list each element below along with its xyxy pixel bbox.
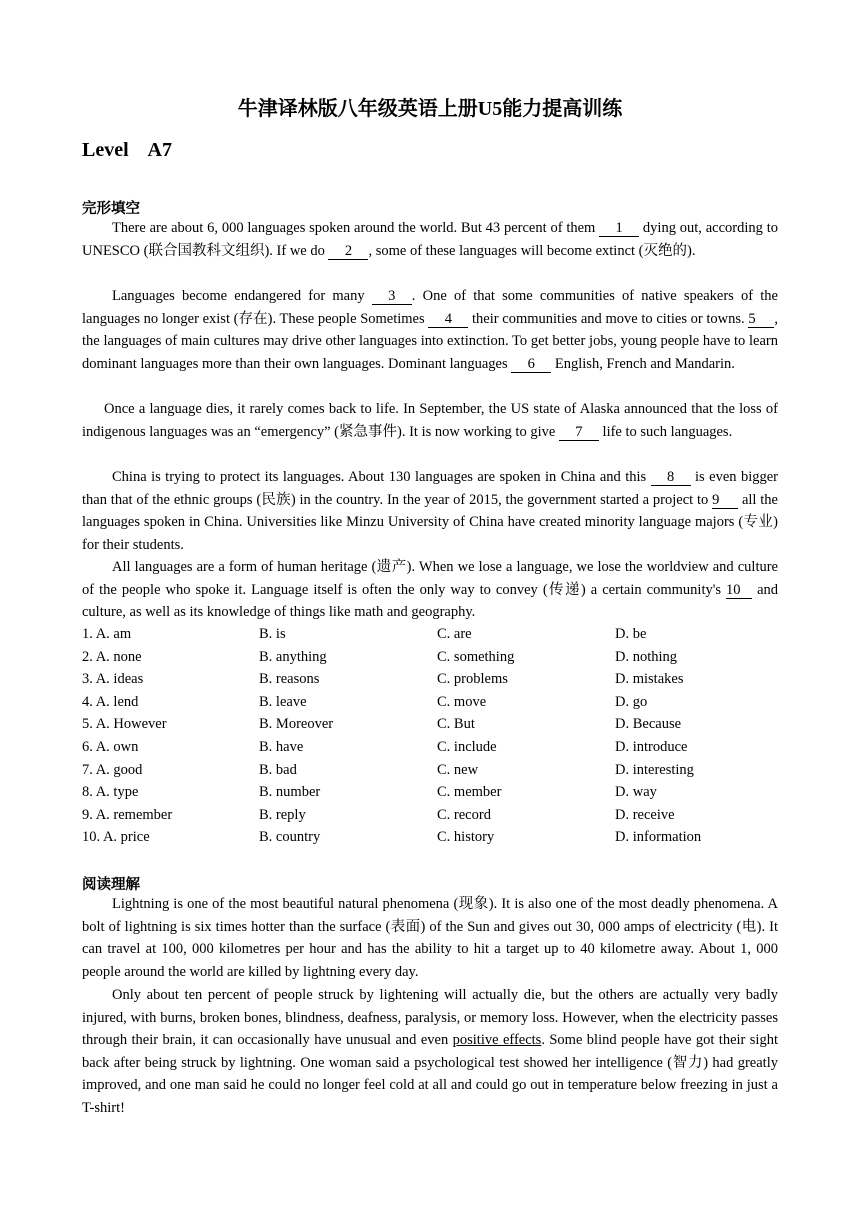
blank-5: 5 bbox=[748, 312, 774, 328]
blank-4: 4 bbox=[428, 312, 468, 328]
cloze-paragraph-3 bbox=[82, 398, 778, 443]
blank-2: 2 bbox=[328, 244, 368, 260]
option-b: B. reasons bbox=[259, 671, 320, 688]
text: dying out, according to UNESCO (联合国教科文组织). If we do bbox=[82, 220, 778, 259]
text: All languages are a form of human heritage (遗产). When we lose a language, we lose the worldview and culture of the people who spoke it. Language itself is often the only way to convey (传递) a certain community's bbox=[82, 559, 778, 598]
text: , some of these languages will become extinct (灭绝的). bbox=[368, 242, 696, 259]
option-b: B. number bbox=[259, 784, 321, 801]
cloze-paragraph-4 bbox=[82, 466, 778, 556]
option-b: B. Moreover bbox=[259, 716, 334, 733]
option-row bbox=[82, 736, 778, 759]
option-a: 8. A. type bbox=[82, 784, 139, 801]
text: is even bigger than that of the ethnic groups (民族) in the country. In the year of 2015, the government started a project to bbox=[82, 469, 778, 508]
option-c: C. member bbox=[437, 784, 502, 801]
text: Languages become endangered for many bbox=[112, 288, 372, 304]
option-d: D. be bbox=[615, 626, 647, 642]
text: . One of that some communities of native speakers of the languages no longer exist (存在). These people Sometimes bbox=[82, 288, 778, 327]
option-a: 7. A. good bbox=[82, 761, 143, 778]
option-c: C. new bbox=[437, 761, 479, 778]
cloze-paragraph-1 bbox=[82, 217, 778, 262]
option-d: D. nothing bbox=[615, 648, 678, 665]
blank-7: 7 bbox=[559, 425, 599, 441]
option-row bbox=[82, 623, 778, 646]
cloze-heading: 完形填空 bbox=[82, 201, 140, 217]
underlined-phrase: positive effects bbox=[452, 1032, 542, 1049]
option-c: C. record bbox=[437, 806, 491, 823]
cloze-paragraph-2 bbox=[82, 285, 778, 375]
text: . Some blind people have got their sight back after being struck by lightning. One woman said a psychological test showed her intelligence (智力) had greatly improved, and one man said he could no longer feel cold at all and could go out in temperature below freezing in just a T-shirt! bbox=[82, 1032, 778, 1116]
text: , the languages of main cultures may drive other languages into extinction. To get better jobs, young people have to learn dominant languages more than their own languages. Dominant languages bbox=[82, 310, 778, 372]
option-a: 9. A. remember bbox=[82, 806, 173, 823]
option-b: B. leave bbox=[259, 693, 307, 710]
option-row bbox=[82, 826, 778, 849]
text: Once a language dies, it rarely comes back to life. In September, the US state of Alaska announced that the loss of indigenous languages was an “emergency” (紧急事件). It is now working to give bbox=[82, 401, 778, 440]
option-row bbox=[82, 646, 778, 669]
option-c: C. problems bbox=[437, 671, 508, 688]
option-c: C. something bbox=[437, 648, 515, 665]
blank-1: 1 bbox=[599, 221, 639, 237]
option-row bbox=[82, 781, 778, 804]
text: English, French and Mandarin. bbox=[551, 355, 735, 372]
option-d: D. way bbox=[615, 784, 657, 801]
option-d: D. information bbox=[615, 829, 702, 846]
option-b: B. is bbox=[259, 626, 286, 642]
blank-6: 6 bbox=[511, 357, 551, 373]
level-heading: Level A7 bbox=[82, 139, 172, 161]
option-c: C. history bbox=[437, 829, 495, 846]
option-a: 10. A. price bbox=[82, 829, 150, 846]
text: and culture, as well as its knowledge of things like math and geography. bbox=[82, 581, 778, 621]
option-d: D. mistakes bbox=[615, 671, 684, 688]
option-a: 4. A. lend bbox=[82, 693, 139, 710]
blank-8: 8 bbox=[651, 470, 691, 486]
page-title: 牛津译林版八年级英语上册U5能力提高训练 bbox=[237, 98, 623, 120]
option-a: 1. A. am bbox=[82, 626, 132, 642]
option-d: D. go bbox=[615, 693, 648, 710]
option-d: D. interesting bbox=[615, 761, 694, 778]
option-a: 5. A. However bbox=[82, 716, 167, 733]
text: Only about ten percent of people struck by lightening will actually die, but the others are actually very badly injured, with burns, broken bones, blindness, deafness, paralysis, or memory loss. However, when the electricity passes through their brain, it can occasionally have unusual and even bbox=[82, 987, 778, 1049]
option-row bbox=[82, 713, 778, 736]
option-row bbox=[82, 668, 778, 691]
text: all the languages spoken in China. Universities like Minzu University of China have created minority language majors (专业) for their students. bbox=[82, 491, 778, 553]
reading-paragraph-1: Lightning is one of the most beautiful natural phenomena (现象). It is also one of the most deadly phenomena. A bolt of lightning is six times hotter than the surface (表面) of the Sun and gives out 30, 000 amps of electricity (电). It can travel at 100, 000 kilometres per hour and has the ability to hit a target up to 40 kilometre away. About 1, 000 people around the world are killed by lightning every day. bbox=[82, 896, 778, 980]
text: There are about 6, 000 languages spoken around the world. But 43 percent of them bbox=[112, 220, 600, 236]
text: their communities and move to cities or towns. bbox=[468, 310, 749, 327]
option-c: C. move bbox=[437, 693, 487, 710]
blank-3: 3 bbox=[372, 289, 412, 305]
option-b: B. country bbox=[259, 829, 321, 846]
option-a: 3. A. ideas bbox=[82, 671, 144, 688]
reading-paragraph-2 bbox=[82, 984, 778, 1120]
text: life to such languages. bbox=[598, 423, 733, 440]
cloze-paragraph-5 bbox=[82, 556, 778, 624]
option-b: B. have bbox=[259, 738, 304, 755]
option-row bbox=[82, 691, 778, 714]
option-c: C. include bbox=[437, 738, 497, 755]
option-c: C. But bbox=[437, 716, 475, 733]
blank-10: 10 bbox=[726, 583, 752, 599]
option-b: B. reply bbox=[259, 806, 306, 823]
answer-options bbox=[82, 623, 778, 849]
option-a: 2. A. none bbox=[82, 648, 142, 665]
text: China is trying to protect its languages. About 130 languages are spoken in China and this bbox=[112, 469, 651, 485]
option-d: D. receive bbox=[615, 806, 675, 823]
option-d: D. introduce bbox=[615, 738, 688, 755]
option-d: D. Because bbox=[615, 716, 682, 733]
option-b: B. bad bbox=[259, 761, 297, 778]
reading-heading: 阅读理解 bbox=[82, 877, 140, 893]
option-c: C. are bbox=[437, 626, 472, 642]
option-row bbox=[82, 759, 778, 782]
option-row bbox=[82, 804, 778, 827]
blank-9: 9 bbox=[712, 493, 738, 509]
option-a: 6. A. own bbox=[82, 738, 139, 755]
option-b: B. anything bbox=[259, 648, 327, 665]
